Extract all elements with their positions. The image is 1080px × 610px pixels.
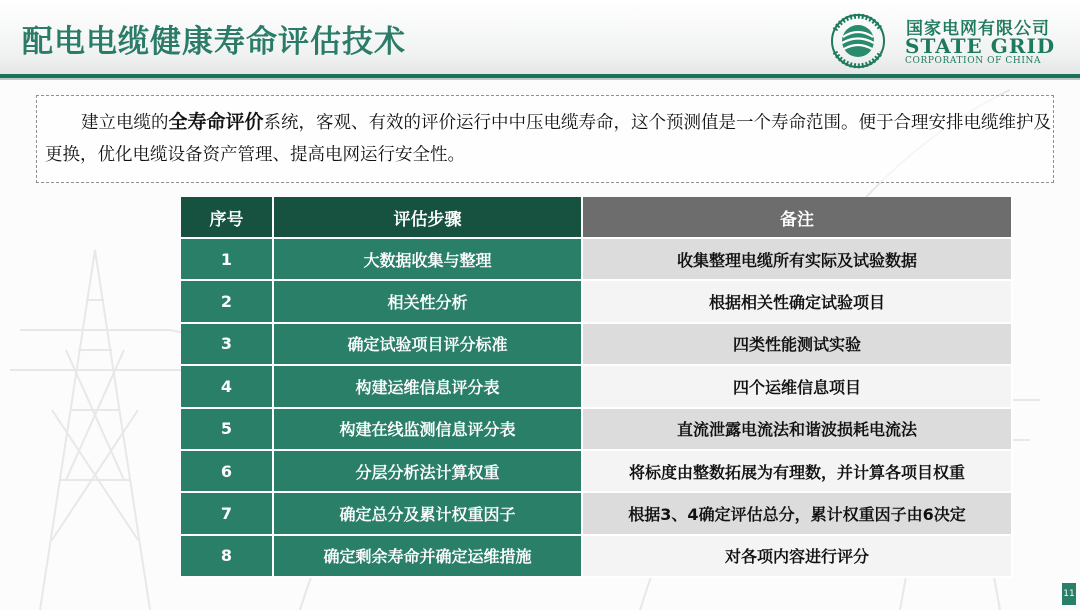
- row-note: 收集整理电缆所有实际及试验数据: [582, 238, 1012, 280]
- row-number: 4: [181, 365, 273, 407]
- row-number: 3: [181, 323, 273, 365]
- header-number: 序号: [181, 197, 273, 238]
- intro-box: [36, 95, 1054, 183]
- row-step: 构建在线监测信息评分表: [273, 408, 582, 450]
- table-row: [181, 280, 1012, 322]
- intro-text-before: 建立电缆的: [81, 113, 169, 133]
- row-note: 四个运维信息项目: [582, 365, 1012, 407]
- company-name-en: STATE GRID: [905, 34, 1056, 58]
- row-number: 1: [181, 238, 273, 280]
- table-row: [181, 323, 1012, 365]
- row-note: 根据3、4确定评估总分，累计权重因子由6决定: [582, 492, 1012, 534]
- header-note: 备注: [582, 197, 1012, 238]
- intro-text-after: 系统，客观、有效的评价运行中中压电缆寿命，这个预测值是一个寿命范围。便于合理安排电缆维护及更换，优化电缆设备资产管理、提高电网运行安全性。: [45, 113, 1052, 165]
- row-step: 相关性分析: [273, 280, 582, 322]
- state-grid-logo: [826, 12, 1066, 68]
- header-step: 评估步骤: [273, 197, 582, 238]
- row-number: 5: [181, 408, 273, 450]
- intro-emphasis: 全寿命评价: [168, 111, 264, 133]
- row-number: 6: [181, 450, 273, 492]
- header-divider-shadow: [0, 78, 1080, 80]
- company-name-cn: 国家电网有限公司: [906, 19, 1050, 39]
- row-note: 根据相关性确定试验项目: [582, 280, 1012, 322]
- table-row: [181, 492, 1012, 534]
- row-step: 确定剩余寿命并确定运维措施: [273, 535, 582, 577]
- row-step: 分层分析法计算权重: [273, 450, 582, 492]
- assessment-steps-table: [181, 197, 1013, 578]
- row-number: 2: [181, 280, 273, 322]
- intro-paragraph: [45, 106, 1051, 171]
- row-step: 大数据收集与整理: [273, 238, 582, 280]
- row-number: 8: [181, 535, 273, 577]
- row-step: 构建运维信息评分表: [273, 365, 582, 407]
- row-step: 确定总分及累计权重因子: [273, 492, 582, 534]
- state-grid-emblem-icon: [826, 12, 890, 70]
- table-row: [181, 535, 1012, 577]
- page-title: 配电电缆健康寿命评估技术: [22, 24, 406, 60]
- table-row: [181, 408, 1012, 450]
- company-name-en-sub: CORPORATION OF CHINA: [905, 56, 1042, 66]
- row-note: 对各项内容进行评分: [582, 535, 1012, 577]
- title-bar: [0, 0, 1080, 76]
- row-note: 直流泄露电流法和谐波损耗电流法: [582, 408, 1012, 450]
- row-step: 确定试验项目评分标准: [273, 323, 582, 365]
- table-row: [181, 365, 1012, 407]
- table-row: [181, 450, 1012, 492]
- table-row: [181, 238, 1012, 280]
- row-note: 将标度由整数拓展为有理数，并计算各项目权重: [582, 450, 1012, 492]
- row-note: 四类性能测试实验: [582, 323, 1012, 365]
- table-header-row: [181, 197, 1012, 238]
- page-number: 11: [1062, 583, 1076, 605]
- row-number: 7: [181, 492, 273, 534]
